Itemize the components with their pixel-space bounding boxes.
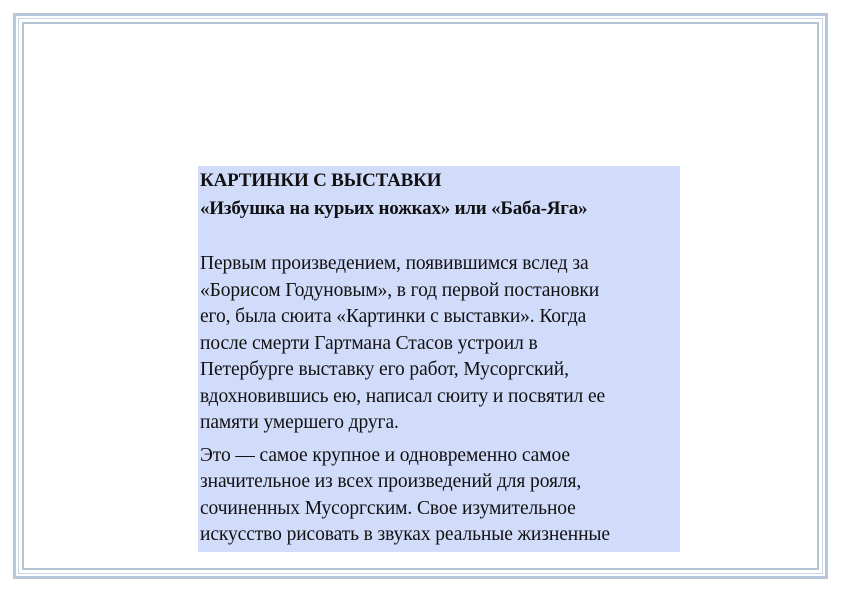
text-box[interactable] [198, 166, 680, 552]
section-subtitle: «Избушка на курьих ножках» или «Баба-Яга» [200, 198, 588, 219]
spacer [200, 224, 680, 251]
section-title: КАРТИНКИ С ВЫСТАВКИ [200, 170, 442, 191]
paragraph-2: Это — самое крупное и одновременно самое значительное из всех произведений для рояля, сочиненных Мусоргским. Свое изумительное искусство рисовать в звуках реальные жизненные [200, 444, 610, 545]
paragraph-1: Первым произведением, появившимся вслед за «Борисом Годуновым», в год первой постановки его, была сюита «Картинки с выставки». Когда после смерти Гартмана Стасов устроил в Петербурге выставку его работ, Мусоргский, вдохновившись ею, написал сюиту и посвятил ее памяти умершего друга. [200, 253, 606, 433]
